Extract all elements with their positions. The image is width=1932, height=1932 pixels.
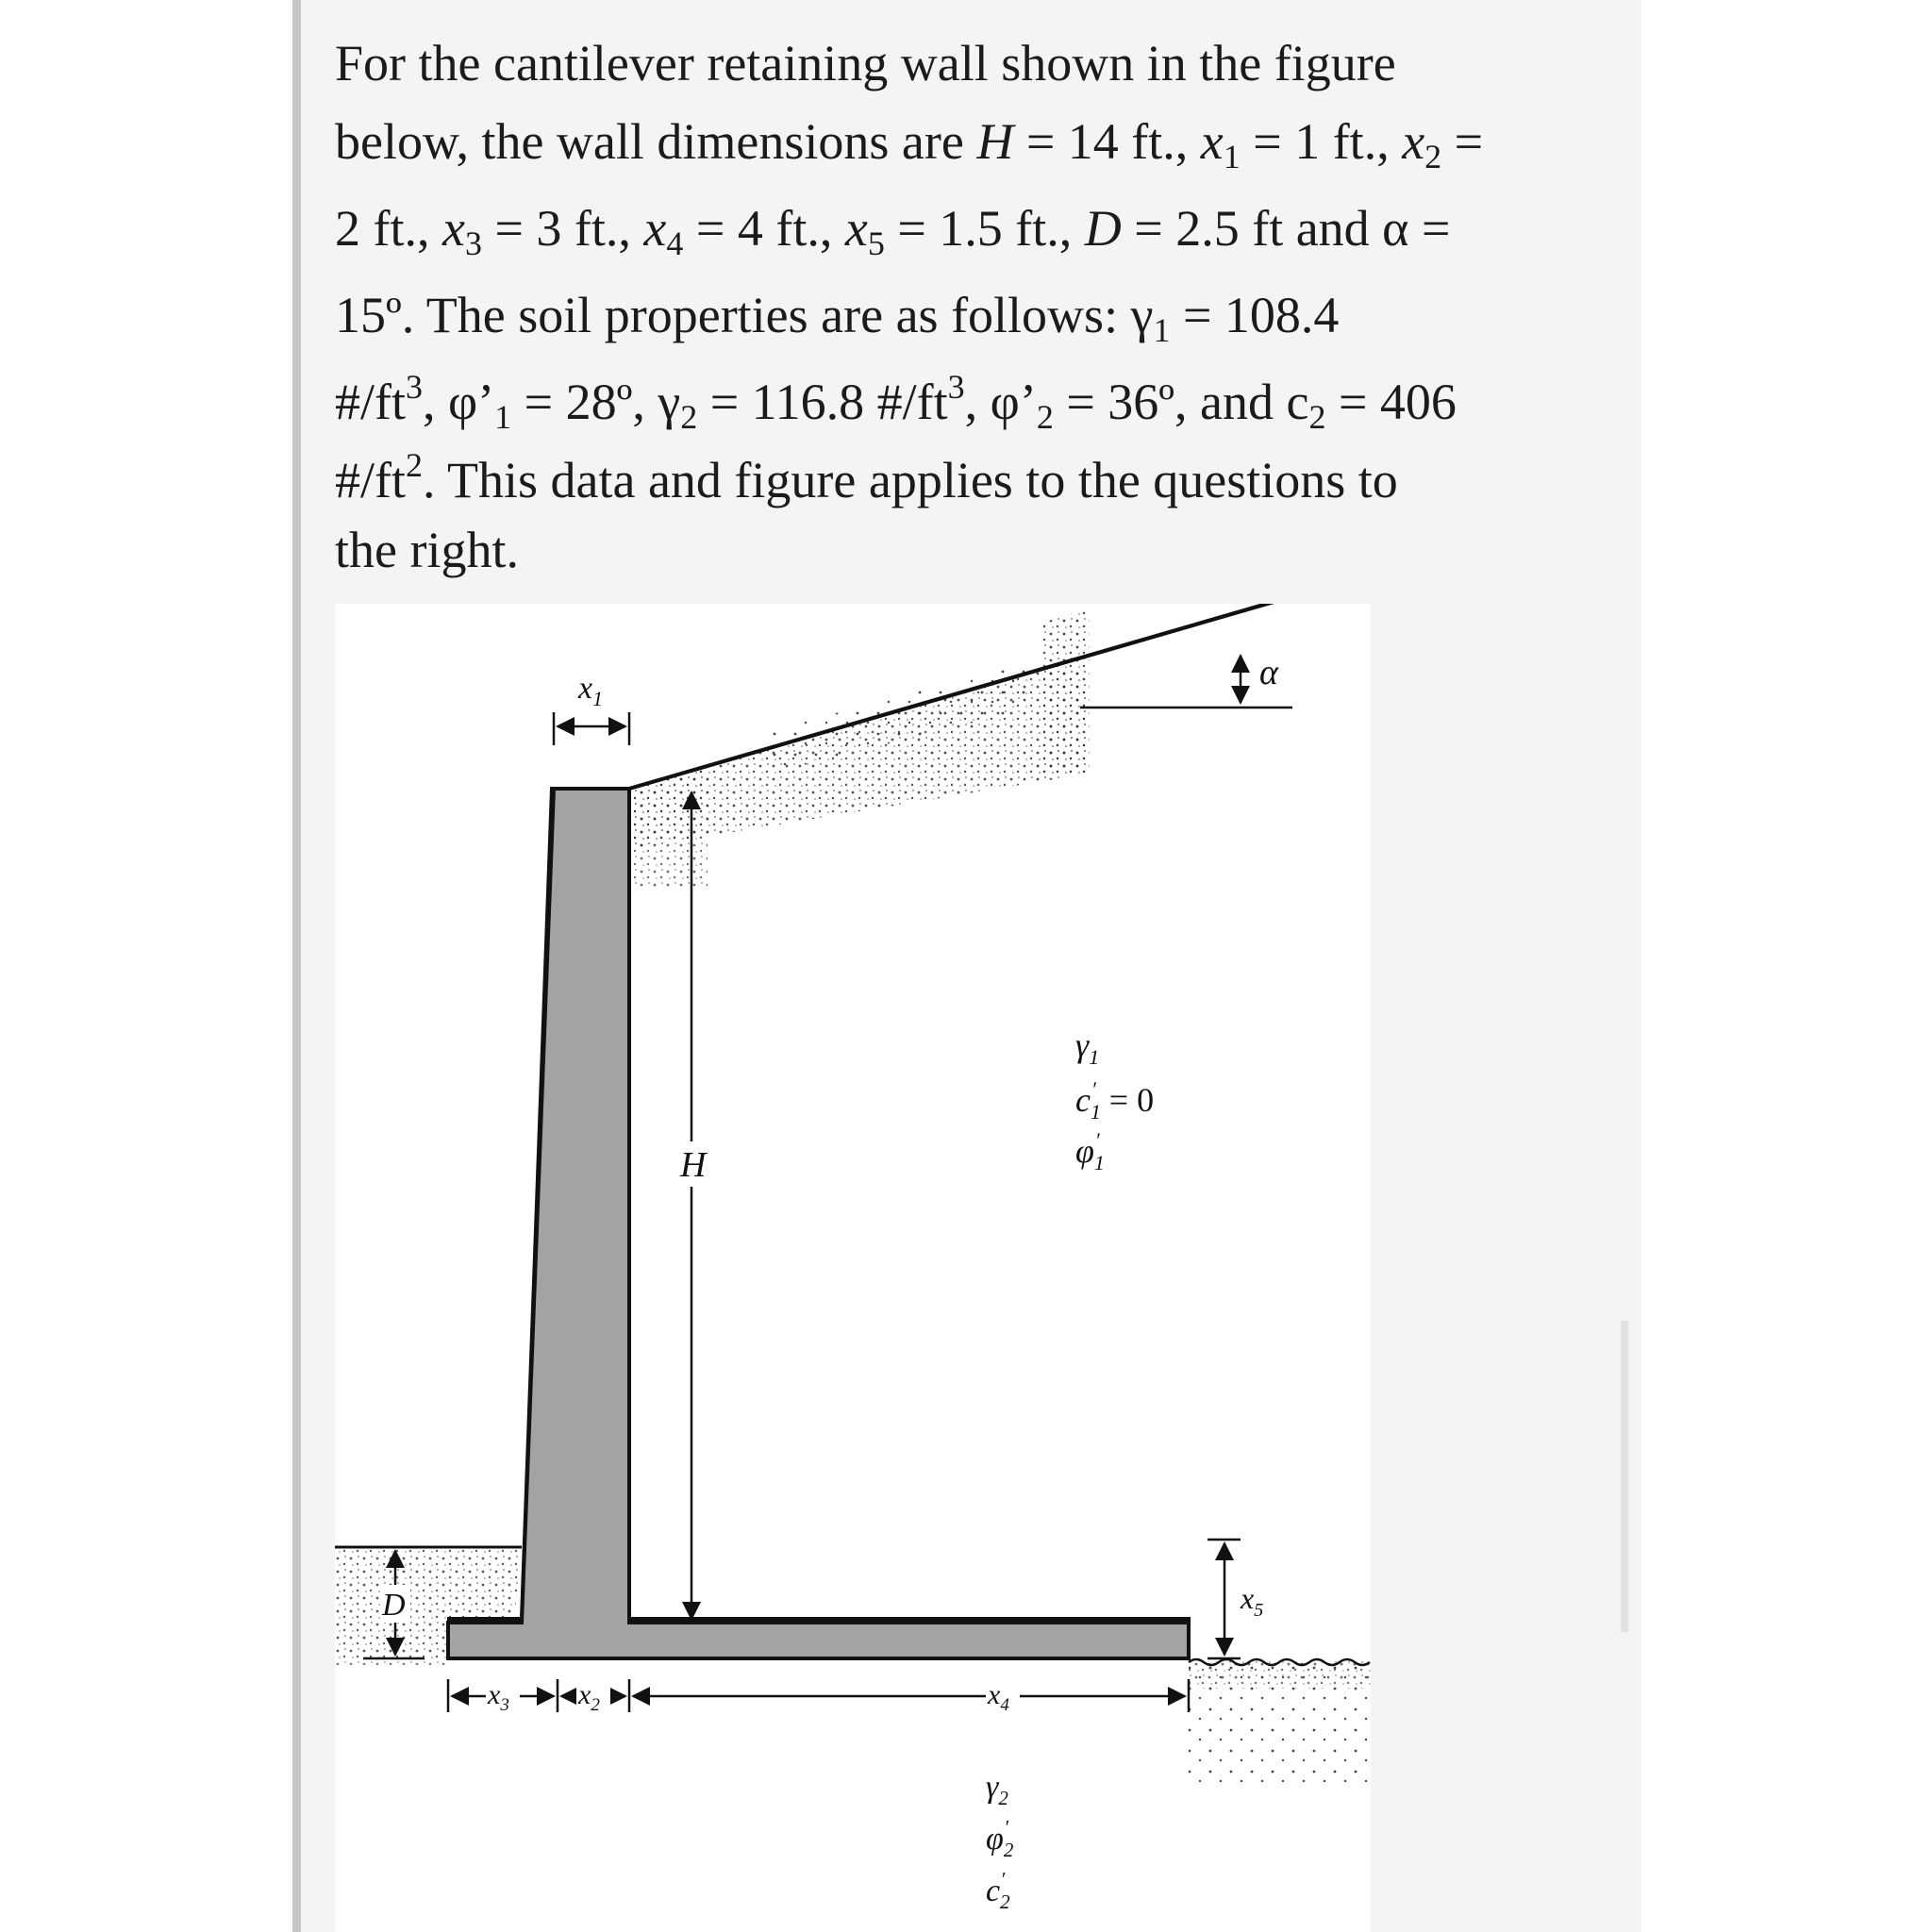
x1-label: $x_1$: [578, 671, 604, 710]
soil2-properties: [986, 1770, 1014, 1913]
h-label: H: [680, 1145, 707, 1185]
alpha-label: α: [1259, 653, 1278, 692]
problem-line-5: $\#/ft^3$, $\varphi’_1$ = 28º, $\gamma_2 = 116.8$ $\#/ft^3$, $\varphi’_2$ = 36º, and $c_2 = 406$: [335, 368, 1457, 436]
problem-line-3: 2 ft., $x_3 = 3$ ft., $x_4 = 4$ ft., $x_5 = 1.5$ ft., D = 2.5 ft and α =: [335, 200, 1451, 262]
phi2-label: $\varphi_2'$: [986, 1816, 1014, 1861]
c2-label: $c_2'$: [986, 1868, 1010, 1913]
problem-statement: [335, 28, 1599, 585]
foundation-soil: [1189, 1658, 1371, 1783]
problem-line-6: $\#/ft^2$. This data and figure applies to the questions to: [335, 446, 1398, 508]
problem-line-2: below, the wall dimensions are H = 14 ft., $x_1 = 1$ ft., $x_2$ =: [335, 113, 1484, 175]
d-label: D: [382, 1588, 406, 1623]
x4-label: $x_4$: [988, 1679, 1009, 1715]
problem-line-1: For the cantilever retaining wall shown in the figure: [335, 35, 1396, 92]
problem-line-4: 15º. The soil properties are as follows: $\gamma_1 = 108.4$: [335, 287, 1340, 349]
gamma2-label: $\gamma_2$: [986, 1770, 1008, 1809]
blockquote-rule: [292, 0, 301, 1932]
retaining-wall-figure: [335, 604, 1371, 1932]
x2-label: $x_2$: [578, 1679, 600, 1715]
stem-and-base: [448, 789, 1189, 1658]
scrollbar-thumb[interactable]: [1621, 1321, 1628, 1632]
phi1-label: $\varphi_1'$: [1075, 1128, 1105, 1174]
x5-label: $x_5$: [1241, 1581, 1264, 1621]
backfill-soil: [629, 608, 1090, 887]
c1-label: $c_1' = 0$: [1075, 1077, 1155, 1124]
soil1-properties: [1075, 1026, 1154, 1174]
x3-label: $x_3$: [488, 1679, 509, 1715]
problem-line-7: the right.: [335, 522, 519, 578]
gamma1-label: $\gamma_1$: [1075, 1026, 1100, 1069]
